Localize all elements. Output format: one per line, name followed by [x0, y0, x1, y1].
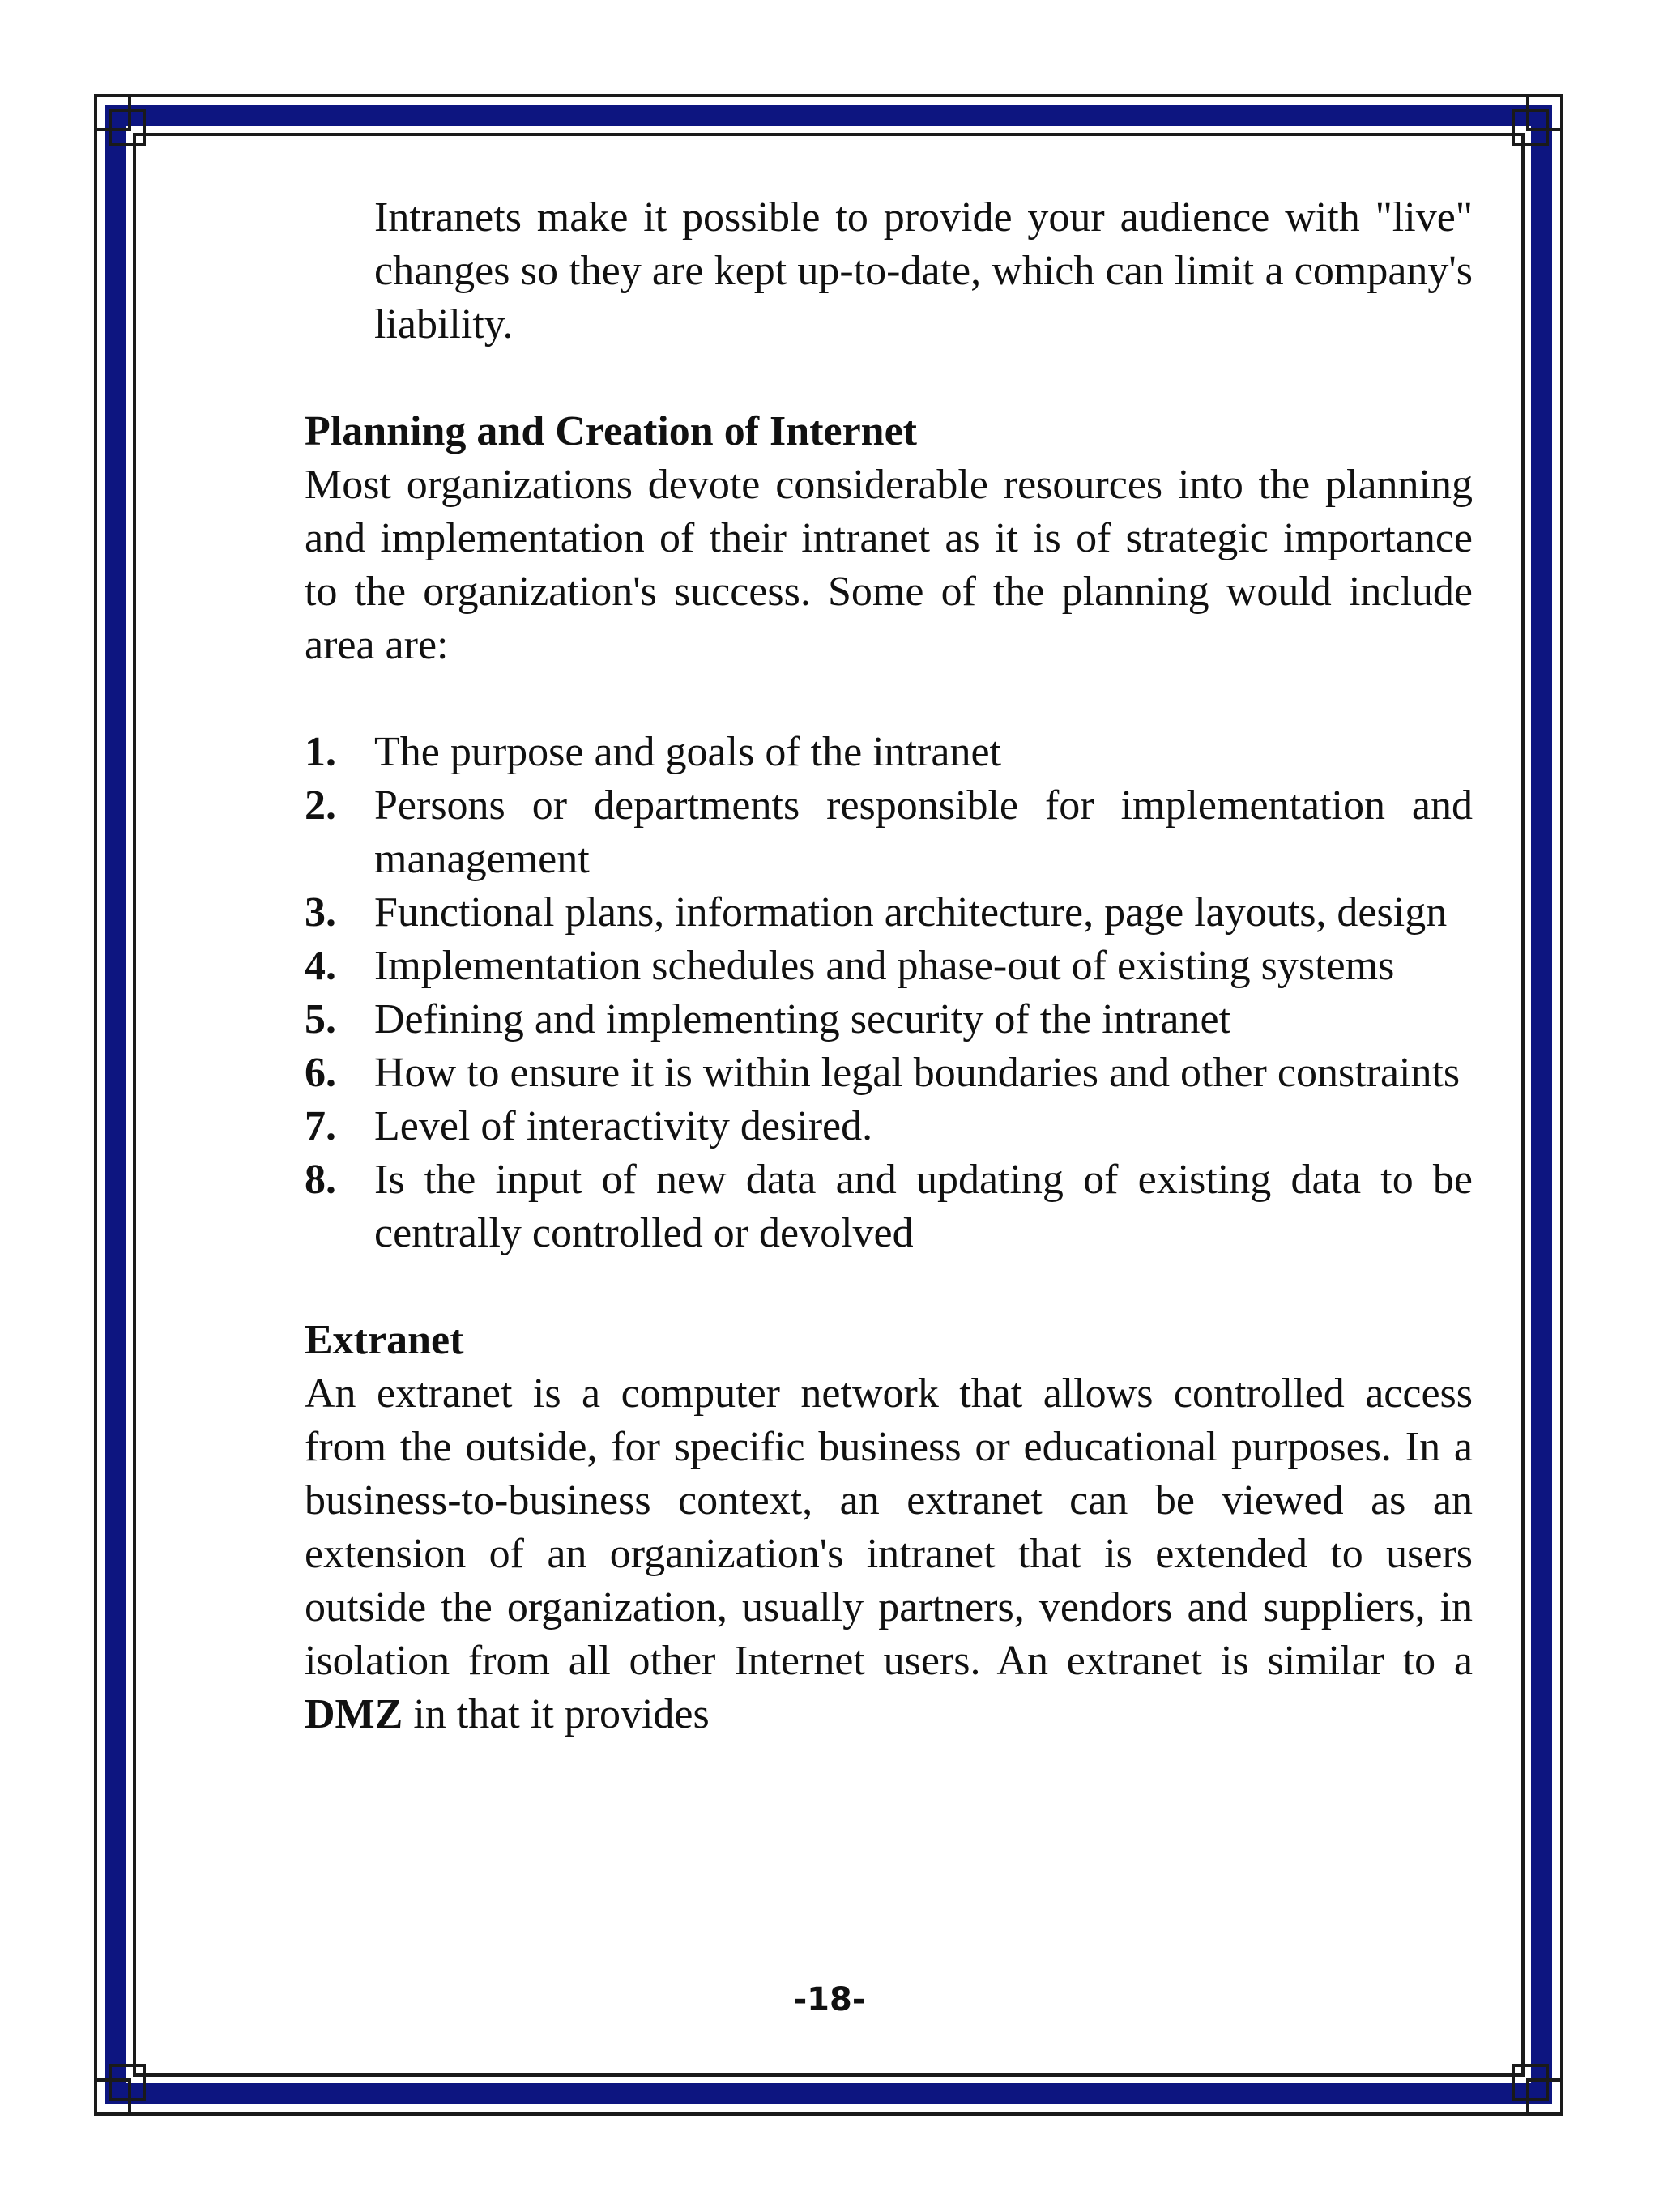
list-item	[305, 886, 1473, 940]
list-item-number: 2.	[305, 782, 336, 829]
page-content	[305, 191, 1473, 1741]
intro-paragraph: Intranets make it possible to provide your audience with "live" changes so they are kept up-to-date, which can limit a company's liability.	[374, 194, 1473, 347]
list-item-text: Defining and implementing security of the intranet	[374, 996, 1231, 1042]
planning-paragraph: Most organizations devote considerable resources into the planning and implementation of their intranet as it is of strategic importance to the organization's success. Some of the planning would include area are:	[305, 462, 1473, 668]
list-item-number: 6.	[305, 1050, 336, 1096]
corner-ornament-top-right	[1512, 94, 1563, 146]
dmz-term: DMZ	[305, 1691, 403, 1737]
list-item-number: 5.	[305, 996, 336, 1042]
spacer	[305, 672, 1473, 726]
list-item-text: Implementation schedules and phase-out of existing systems	[374, 943, 1395, 989]
list-item-text: Is the input of new data and updating of existing data to be centrally controlled or devolved	[374, 1157, 1473, 1256]
corner-ornament-bottom-left	[94, 2064, 146, 2116]
spacer	[305, 352, 1473, 405]
corner-ornament-bottom-right	[1512, 2064, 1563, 2116]
list-item	[305, 726, 1473, 779]
extranet-text-part1: An extranet is a computer network that allows controlled access from the outside, for specific business or educational purposes. In a business-to-business context, an extranet can be viewed as an extension of an organization's intranet that is extended to users outside the organization, usually partners, vendors and suppliers, in isolation from all other Internet users. An extranet is similar to a	[305, 1370, 1473, 1684]
list-item-number: 3.	[305, 889, 336, 936]
list-item-text: How to ensure it is within legal boundaries and other constraints	[374, 1050, 1461, 1096]
planning-heading: Planning and Creation of Internet	[305, 408, 917, 454]
page-number: -18-	[793, 1981, 866, 2018]
corner-ornament-top-left	[94, 94, 146, 146]
planning-list	[305, 726, 1473, 1260]
list-item-number: 8.	[305, 1157, 336, 1203]
list-item	[305, 940, 1473, 993]
list-item-number: 4.	[305, 943, 336, 989]
list-item-text: Functional plans, information architecture, page layouts, design	[374, 889, 1448, 936]
list-item-text: Persons or departments responsible for implementation and management	[374, 782, 1473, 882]
spacer	[305, 1260, 1473, 1314]
list-item	[305, 1153, 1473, 1260]
list-item	[305, 993, 1473, 1046]
list-item-number: 7.	[305, 1103, 336, 1149]
extranet-paragraph	[305, 1367, 1473, 1741]
list-item	[305, 1100, 1473, 1153]
extranet-heading: Extranet	[305, 1317, 464, 1363]
list-item-number: 1.	[305, 729, 336, 775]
extranet-text-part2: in that it provides	[403, 1691, 710, 1737]
list-item	[305, 779, 1473, 886]
list-item-text: Level of interactivity desired.	[374, 1103, 873, 1149]
list-item-text: The purpose and goals of the intranet	[374, 729, 1001, 775]
list-item	[305, 1046, 1473, 1100]
